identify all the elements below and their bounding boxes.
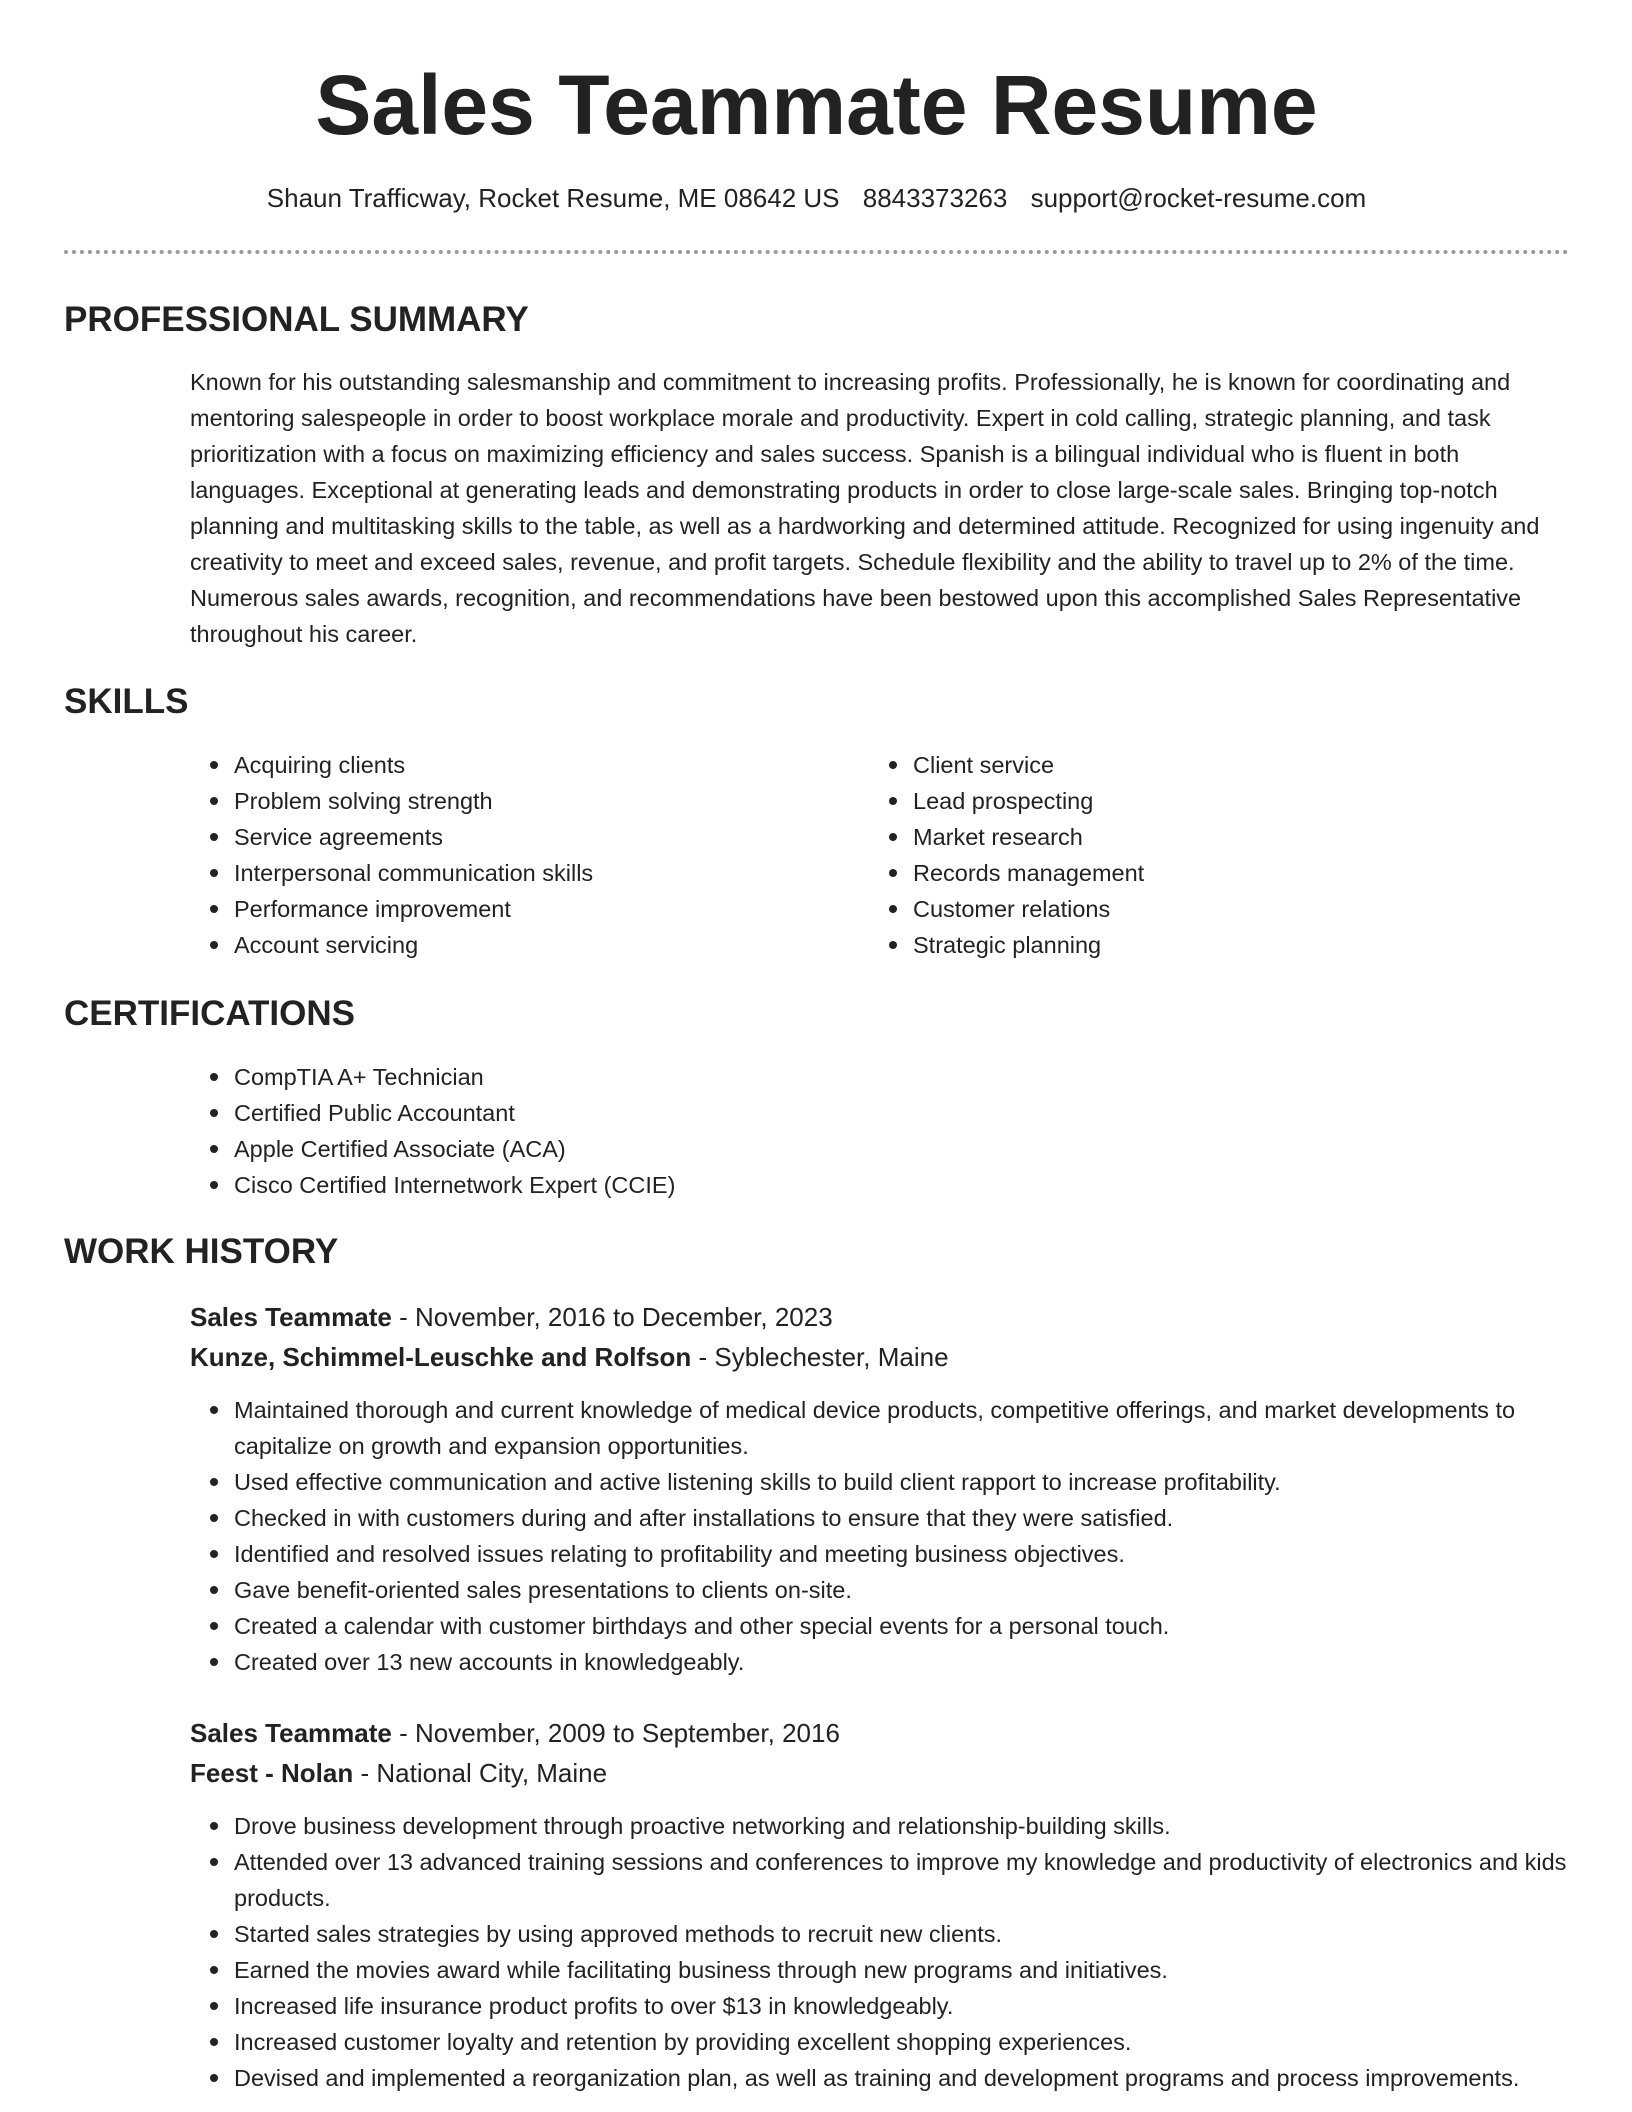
- job-bullet: Maintained thorough and current knowledge of medical device products, competitive offerings, and market developments to capitalize on growth and expansion opportunities.: [234, 1392, 1569, 1464]
- job-bullet: Earned the movies award while facilitating business through new programs and initiatives.: [234, 1952, 1614, 1988]
- job-bullet: Attended over 13 advanced training sessions and conferences to improve my knowledge and productivity of electronics and kids products.: [234, 1844, 1614, 1916]
- job-location: - Syblechester, Maine: [691, 1342, 949, 1372]
- contact-email: support@rocket-resume.com: [1030, 183, 1367, 213]
- job-bullet: Created over 13 new accounts in knowledgeably.: [234, 1644, 1569, 1680]
- certifications-list: [190, 1059, 1534, 1203]
- job-bullet: Checked in with customers during and after installations to ensure that they were satisfied.: [234, 1500, 1569, 1536]
- job-title: Sales Teammate: [190, 1718, 392, 1748]
- header-divider: [64, 250, 1569, 254]
- job-company: Feest - Nolan: [190, 1758, 354, 1788]
- job-company-line: [190, 1753, 607, 1793]
- contact-line: [64, 180, 1569, 216]
- job-company-line: [190, 1337, 949, 1377]
- job-title: Sales Teammate: [190, 1302, 392, 1332]
- skill-item: Performance improvement: [234, 891, 834, 927]
- skill-item: Client service: [913, 747, 1513, 783]
- skill-item: Market research: [913, 819, 1513, 855]
- job-dates: - November, 2009 to September, 2016: [391, 1718, 840, 1748]
- certification-item: Apple Certified Associate (ACA): [234, 1131, 1534, 1167]
- resume-title: Sales Teammate Resume: [315, 58, 1318, 152]
- summary-text: Known for his outstanding salesmanship and commitment to increasing profits. Professionally, he is known for coordinating and mentoring salespeople in order to boost workplace morale and productivity. Expert in cold calling, strategic planning, and task prioritization with a focus on maximizing efficiency and sales success. Spanish is a bilingual individual who is fluent in both languages. Exceptional at generating leads and demonstrating products in order to close large-scale sales. Bringing top-notch planning and multitasking skills to the table, as well as a hardworking and determined attitude. Recognized for using ingenuity and creativity to meet and exceed sales, revenue, and profit targets. Schedule flexibility and the ability to travel up to 2% of the time. Numerous sales awards, recognition, and recommendations have been bestowed upon this accomplished Sales Representative throughout his career.: [190, 369, 1540, 647]
- skill-item: Acquiring clients: [234, 747, 834, 783]
- skills-list-right: [869, 747, 1513, 963]
- certification-item: Certified Public Accountant: [234, 1095, 1534, 1131]
- job-title-line: [190, 1297, 833, 1337]
- skill-item: Records management: [913, 855, 1513, 891]
- job-bullet: Increased customer loyalty and retention by providing excellent shopping experiences.: [234, 2024, 1614, 2060]
- skill-item: Strategic planning: [913, 927, 1513, 963]
- certification-item: Cisco Certified Internetwork Expert (CCIE): [234, 1167, 1534, 1203]
- skill-item: Lead prospecting: [913, 783, 1513, 819]
- job-bullets: [190, 1392, 1569, 1680]
- job-bullet: Used effective communication and active listening skills to build client rapport to increase profitability.: [234, 1464, 1569, 1500]
- job-title-line: [190, 1713, 840, 1753]
- job-dates: - November, 2016 to December, 2023: [391, 1302, 833, 1332]
- job-bullet: Created a calendar with customer birthdays and other special events for a personal touch.: [234, 1608, 1569, 1644]
- work-history-heading: WORK HISTORY: [64, 1232, 339, 1271]
- skill-item: Account servicing: [234, 927, 834, 963]
- skill-item: Interpersonal communication skills: [234, 855, 834, 891]
- summary-heading: PROFESSIONAL SUMMARY: [64, 300, 529, 339]
- job-bullet: Started sales strategies by using approved methods to recruit new clients.: [234, 1916, 1614, 1952]
- job-bullet: Increased life insurance product profits to over $13 in knowledgeably.: [234, 1988, 1614, 2024]
- certification-item: CompTIA A+ Technician: [234, 1059, 1534, 1095]
- job-bullet: Gave benefit-oriented sales presentations to clients on-site.: [234, 1572, 1569, 1608]
- job-company: Kunze, Schimmel-Leuschke and Rolfson: [190, 1342, 692, 1372]
- contact-address: Shaun Trafficway, Rocket Resume, ME 08642 US: [266, 183, 840, 213]
- job-location: - National City, Maine: [353, 1758, 608, 1788]
- job-bullet: Drove business development through proactive networking and relationship-building skills.: [234, 1808, 1614, 1844]
- skill-item: Service agreements: [234, 819, 834, 855]
- skills-list-left: [190, 747, 834, 963]
- contact-phone: 8843373263: [862, 183, 1008, 213]
- certifications-heading: CERTIFICATIONS: [64, 994, 356, 1033]
- job-bullet: Identified and resolved issues relating to profitability and meeting business objectives.: [234, 1536, 1569, 1572]
- job-bullets: [190, 1808, 1614, 2096]
- skill-item: Customer relations: [913, 891, 1513, 927]
- job-bullet: Devised and implemented a reorganization plan, as well as training and development programs and process improvements.: [234, 2060, 1614, 2096]
- skill-item: Problem solving strength: [234, 783, 834, 819]
- skills-heading: SKILLS: [64, 682, 189, 721]
